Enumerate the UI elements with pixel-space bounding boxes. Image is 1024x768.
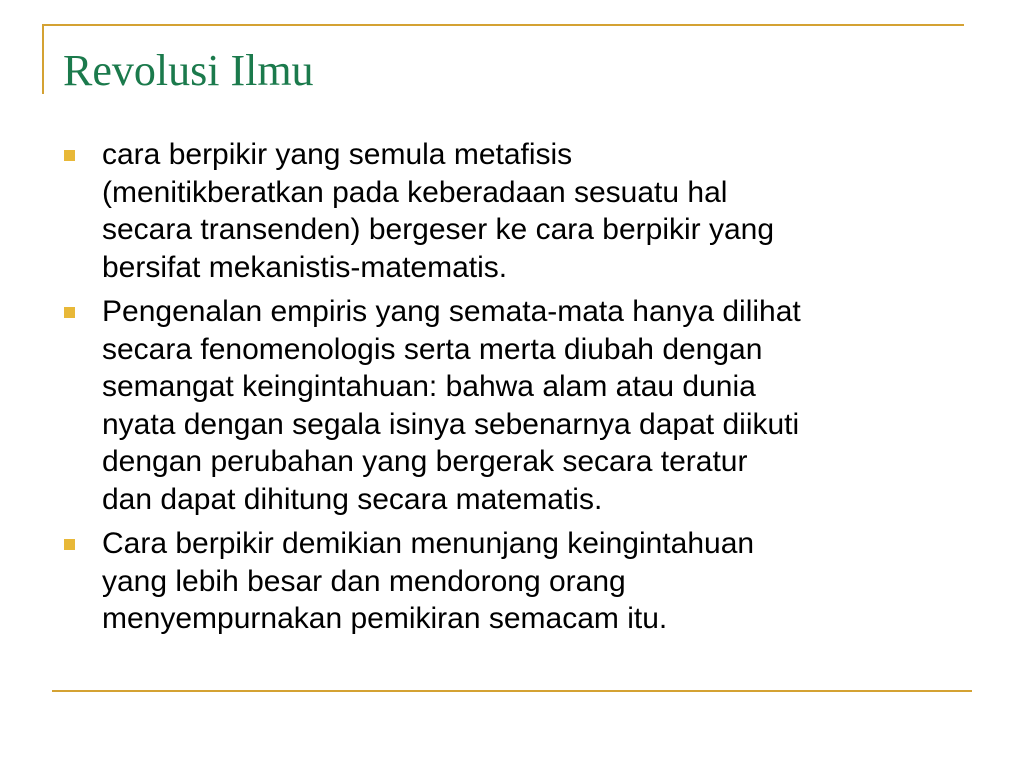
bullet-item [60,525,972,638]
bullet-text-line: Cara berpikir demikian menunjang keingintahuan [102,527,755,560]
bullet-item [60,293,972,518]
slide-title: Revolusi Ilmu [63,46,314,95]
bullet-item [60,136,972,286]
bullet-text-line: Pengenalan empiris yang semata-mata hanya dilihat [102,295,801,328]
bullet-text-line: yang lebih besar dan mendorong orang [102,564,626,598]
bullet-text-line: menyempurnakan pemikiran semacam itu. [102,602,668,635]
top-rule [42,24,964,26]
bullet-text-line: bersifat mekanistis-matematis. [102,250,508,284]
bullet-list [60,136,972,645]
bullet-text-line: secara fenomenologis serta merta diubah dengan [102,332,763,366]
square-bullet-icon [64,307,75,318]
left-rule [42,24,44,94]
bullet-text-line: dan dapat dihitung secara matematis. [102,482,603,516]
bullet-text-line: semangat keingintahuan: bahwa alam atau dunia [102,370,756,403]
bullet-text-line: cara berpikir yang semula metafisis [102,138,573,171]
square-bullet-icon [64,539,75,550]
square-bullet-icon [64,150,75,161]
bullet-text-line: nyata dengan segala isinya sebenarnya dapat diikuti [102,407,800,441]
bottom-rule [52,690,972,692]
bullet-text-line: secara transenden) bergeser ke cara berpikir yang [102,213,775,246]
bullet-text-line: dengan perubahan yang bergerak secara teratur [102,445,748,478]
bullet-text-line: (menitikberatkan pada keberadaan sesuatu hal [102,175,728,209]
